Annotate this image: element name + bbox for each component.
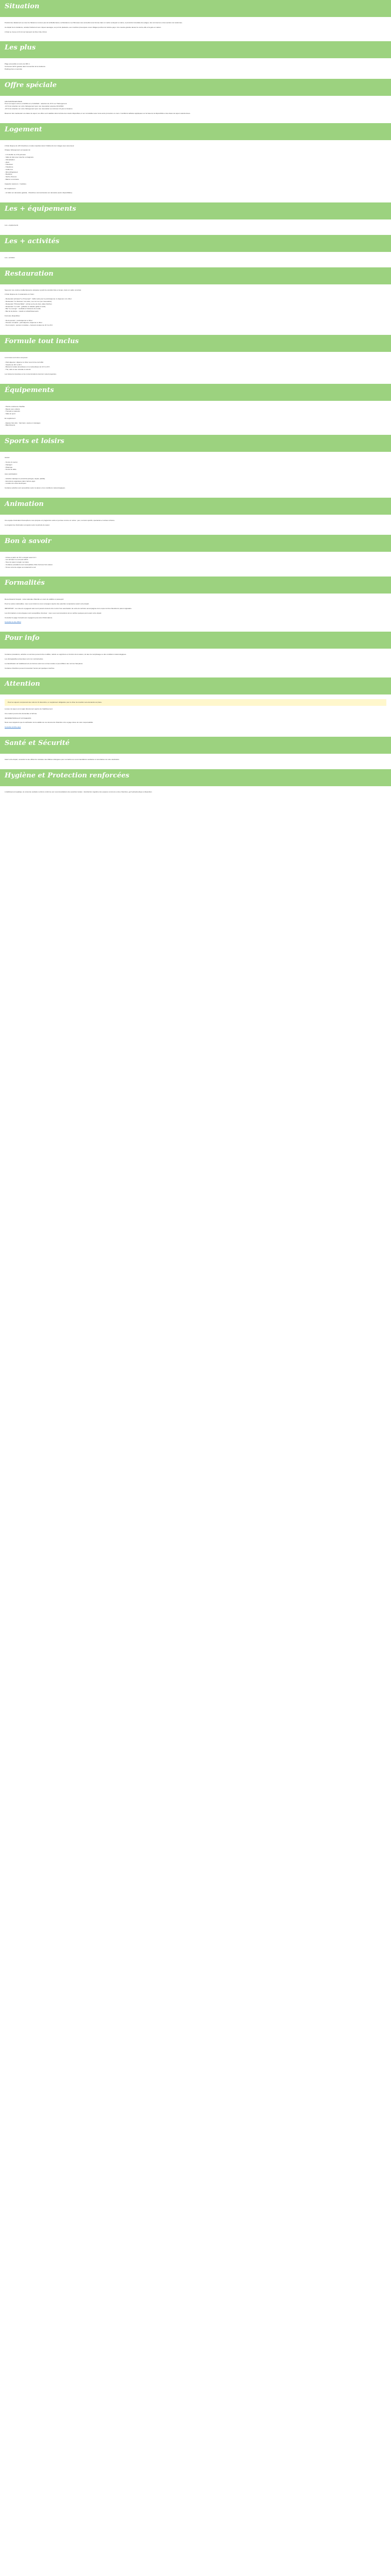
list-item: - Salle de sport (5, 413, 15, 415)
list-item: Connexion Wi-Fi gratuite dans l'ensemble de la résidence (5, 65, 46, 68)
section-header-equipements: Équipements (0, 384, 391, 401)
list-item: - Balcon ou terrasse (5, 178, 19, 180)
list-item: - Restaurant principal "Le Provençal" : buffet varié pour le petit-déjeuner, le déjeuner et le dîner (5, 298, 72, 300)
formalites-paragraph: Ressortissants français : carte nationale d'identité en cours de validité ou passeport. (5, 598, 64, 601)
section-body-pour-info (0, 649, 391, 677)
section-header-logement: Logement (0, 123, 391, 140)
list-item: - Restaurant "Pizzeria Bella" : pizzas au feu de bois, pâtes fraîches (5, 302, 52, 305)
section-body-les-plus-activites (0, 252, 391, 267)
section-header-offre-speciale: Offre spéciale (0, 79, 391, 96)
list-item: - Sèche-cheveux (5, 176, 17, 178)
attention-paragraph: INFORMATIONS AUX VOYAGEURS : (5, 717, 32, 719)
formule-note: Les boissons importées et les consommations premium restent payantes. (5, 372, 57, 375)
country-sheet-link[interactable]: Consulter la fiche pays (5, 726, 21, 728)
list-item: - Téléphone (5, 166, 13, 168)
section-body-bon-a-savoir (0, 552, 391, 577)
list-item: Pour tout séjour entre le 1/1/2024 et le 31/3/2024 : réduction de 15 % sur l'hébergement (5, 103, 67, 105)
list-item: - Piscine extérieure chauffée (5, 405, 25, 408)
equipements-summary: Les + équipements (5, 224, 19, 227)
formalites-paragraph: Les informations communiquées sont susceptibles d'évoluer : nous vous recommandons de les vérifier quelques jours avant votre départ. (5, 612, 102, 614)
section-header-situation: Situation (0, 0, 391, 17)
sante-paragraph: Avant votre départ, consultez le site officiel du ministère des Affaires étrangères pour connaître les recommandations sanitaires et sécuritaires de votre destination. (5, 758, 120, 760)
restauration-formulas-title: Formules disponibles : (5, 314, 21, 317)
list-item: - Tout compris : pension complète + boissons locales de 10 h à 23 h (5, 324, 53, 327)
list-item: - 1 lit double ou 2 lits jumeaux (5, 154, 26, 156)
section-header-les-plus-activites: Les + activités (0, 235, 391, 252)
formalites-paragraph: IMPORTANT : les mineurs voyageant sans leurs parents doivent être munis d'une autorisation de sortie de territoire accompagnée de la copie du titre d'identité du parent signataire. (5, 607, 132, 610)
attention-paragraph: Une caution pourra être demandée à l'arrivée. (5, 712, 38, 715)
list-item: - Taxe de séjour à régler sur place (5, 561, 29, 564)
offer-conditions: Réservez dès maintenant vos dates de séjour, les offres sont valables dans la limite des stocks disponibles et non cumulables avec toute autre promotion en cours. Conditions tarifaires appliquées sur la base de la disponibilité et des dates de séjour sélectionnées. (5, 112, 191, 114)
list-item: - Location de vélos électriques (5, 482, 26, 485)
sports-free-title: Gratuit (5, 456, 10, 459)
list-item: -20 % de réduction sur votre hébergement pour une réservation au minimum 21 jours à l'avance (5, 108, 73, 110)
section-header-animation: Animation (0, 498, 391, 515)
list-item: - Salle de bain avec douche ou baignoire (5, 156, 34, 158)
list-item: - Wi-Fi (5, 161, 10, 163)
list-item: - Espace bien-être : hammam, sauna et massages (5, 421, 41, 424)
list-item: Parking privé et sécurisé (5, 67, 22, 70)
list-item: - Arrivée à partir de 15 h et départ avant 11 h (5, 556, 37, 558)
attention-highlight: Pour les séjours comprenant des nuits du 31 décembre, un supplément obligatoire pour le dîner de réveillon sera demandé sur place. (5, 699, 386, 706)
list-item: - Activités nautiques à proximité (plongée, kayak, paddle) (5, 477, 45, 480)
section-header-sports-loisirs: Sports et loisirs (0, 435, 391, 452)
list-item: - Tennis de table (5, 468, 17, 471)
official-site-link[interactable]: Consulter le site officiel (5, 621, 21, 623)
list-item: - Coffre-fort (5, 168, 13, 171)
section-header-restauration: Restauration (0, 267, 391, 284)
section-header-les-plus-equipements: Les + équipements (0, 202, 391, 219)
formalites-paragraph: Pour les autres nationalités, nous vous invitons à vous renseigner auprès des autorités compétentes avant votre départ. (5, 603, 90, 605)
list-item: - Boissons locales alcoolisées et non alcoolisées de 10 h à 23 h (5, 366, 50, 368)
section-body-offre-speciale (0, 96, 391, 123)
section-body-sante-securite (0, 754, 391, 769)
section-body-restauration (0, 284, 391, 335)
list-item: LES AVANTAGES PEAK (5, 100, 22, 103)
situation-paragraph: Positionnée idéalement au cœur de l'Estérel et à deux pas de la Méditerranée, la Résidence Les Mimosas vous accueille toute l'année dans un cadre verdoyant et calme, à proximité immédiate des plages, des commerces et des sentiers de randonnée. (5, 22, 183, 24)
section-header-pour-info: Pour info (0, 632, 391, 649)
animation-paragraph: Une équipe d'animation francophone vous propose un programme varié en journée comme en soirée : jeux, tournois sportifs, spectacles et soirées à thème. (5, 519, 115, 521)
animation-paragraph: Le programme d'animation est ajusté selon la période de séjour. (5, 523, 50, 526)
list-item: - Transats et parasols (5, 410, 20, 413)
logement-intro-2: Chaque hébergement est équipé de : (5, 149, 31, 151)
section-header-bon-a-savoir: Bon à savoir (0, 535, 391, 552)
section-body-animation (0, 515, 391, 535)
formalites-link-text: Consultez la page Conseils aux voyageurs pour plus d'informations. (5, 616, 53, 619)
section-body-les-plus-equipements (0, 219, 391, 235)
attention-paragraph: Nous vous rappelons que la vérification de la validité de vos documents d'identité et de voyage relève de votre responsabilité. (5, 721, 93, 724)
logement-extra-title: En supplément : (5, 187, 17, 190)
list-item: - Téléviseur (5, 163, 13, 166)
section-body-logement (0, 140, 391, 203)
list-item: - Climatisation (5, 158, 15, 161)
section-body-sports-loisirs (0, 452, 391, 498)
section-body-equipements (0, 401, 391, 435)
list-item: - Bar de la piscine : snacks et rafraîchissements (5, 310, 39, 313)
list-item: - Snacks de 16 h à 18 h (5, 363, 22, 366)
section-header-sante-securite: Santé et Sécurité (0, 737, 391, 754)
equipements-extra-title: En supplément : (5, 417, 17, 419)
activites-summary: Les + activités (5, 256, 15, 259)
list-item: Plage accessible à moins de 300 m (5, 63, 30, 65)
list-item: - Tennis (2 courts) (5, 461, 18, 463)
list-item: - Mini-réfrigérateur (5, 171, 18, 173)
list-item: - Tenue correcte exigée au restaurant le soir (5, 566, 36, 568)
pour-info-paragraph: Certaines chambres peuvent nécessiter l'accès par quelques marches. (5, 667, 55, 669)
list-item: - Blanchisserie (5, 424, 15, 427)
list-item: - Bassin pour enfants (5, 408, 20, 410)
situation-paragraph: Au départ de la résidence, accédez facilement aux criques sauvages, au port de plaisance, aux marchés provençaux et aux villages perchés de l'arrière-pays. Une navette gratuite dessert le centre-ville et la gare en saison. (5, 26, 161, 28)
section-body-formule-tout-inclus (0, 352, 391, 384)
section-body-formalites (0, 594, 391, 632)
logement-intro: L'hôtel dispose de 125 chambres et suites réparties dans 3 bâtiments de 4 étages avec ascenseur. (5, 144, 75, 147)
section-header-formalites: Formalités (0, 577, 391, 594)
list-item: - Certaines prestations sont susceptibles d'être fermées hors saison (5, 563, 53, 566)
list-item: - Restaurant "La Terrasse" à la carte, vue sur mer (sur réservation) (5, 300, 52, 302)
logement-extra: - Lit bébé sur demande (gratuit) - Chambres communicantes sur demande (selon disponibilités) (5, 192, 72, 194)
list-item: - Bouilloire (5, 173, 12, 176)
list-item: - Pension complète : petit-déjeuner, déjeuner et dîner (5, 321, 42, 324)
section-header-les-plus: Les plus (0, 41, 391, 58)
list-item: - Thé, café et eau minérale à volonté (5, 368, 31, 371)
section-body-attention (0, 694, 391, 737)
list-item: - Les animaux ne sont pas admis (5, 558, 28, 561)
formule-intro: La formule tout inclus comprend : (5, 357, 28, 359)
section-header-formule-tout-inclus: Formule tout inclus (0, 335, 391, 352)
section-body-situation (0, 17, 391, 41)
section-body-les-plus (0, 58, 391, 78)
pour-info-paragraph: Les photographies présentées sont non contractuelles. (5, 657, 44, 660)
section-body-hygiene (0, 786, 391, 802)
list-item: - Bar "Le Lounge" : cocktails et boissons du monde (5, 308, 41, 310)
list-item: - Pétanque (5, 466, 13, 468)
sports-paid-title: Avec participation (5, 473, 18, 476)
list-item: - Aquagym (5, 463, 12, 466)
hygiene-paragraph: L'établissement applique un protocole sanitaire renforcé conforme aux recommandations des autorités locales : désinfection régulière des espaces communs et des chambres, gel hydroalcoolique à disposition. (5, 790, 153, 793)
logement-capacity: Capacité maximum : 3 adultes. (5, 182, 27, 185)
situation-paragraph: L'hôtel se trouve à 10 min de l'aéroport de Nice Côte d'Azur. (5, 30, 47, 33)
restauration-sub: L'hôtel dispose de 4 restaurants et 2 bars : (5, 293, 35, 296)
pour-info-paragraph: La classification de l'établissement est donnée selon les normes locales et peut différer des normes françaises. (5, 662, 83, 665)
list-item: - Demi-pension : petit-déjeuner et dîner (5, 319, 32, 321)
pour-info-paragraph: Certaines prestations, activités ou services peuvent être modifiés, réduits ou supprimés en fonction de la saison, du taux de remplissage ou des conditions météorologiques. (5, 653, 127, 656)
attention-paragraph: La taxe de séjour est à régler directement auprès de l'établissement. (5, 708, 53, 710)
restauration-intro: Savourez une cuisine méditerranéenne préparée à partir de produits frais et locaux, dans un cadre convivial. (5, 289, 82, 291)
section-header-hygiene: Hygiène et Protection renforcées (0, 769, 391, 786)
list-item: - Restaurant "Le Grill" : grillades et salades (juillet et août) (5, 305, 46, 308)
sports-note: Certaines activités sont accessibles selon la saison et les conditions météorologiques. (5, 487, 66, 489)
list-item: -10 % de réduction sur votre hébergement pour une réservation jusqu'au 31/1/2024 (5, 105, 64, 108)
section-header-attention: Attention (0, 677, 391, 694)
list-item: - Petit-déjeuner, déjeuner et dîner sous forme de buffet (5, 361, 44, 363)
list-item: - Excursions organisées dans l'arrière-pays (5, 480, 36, 482)
